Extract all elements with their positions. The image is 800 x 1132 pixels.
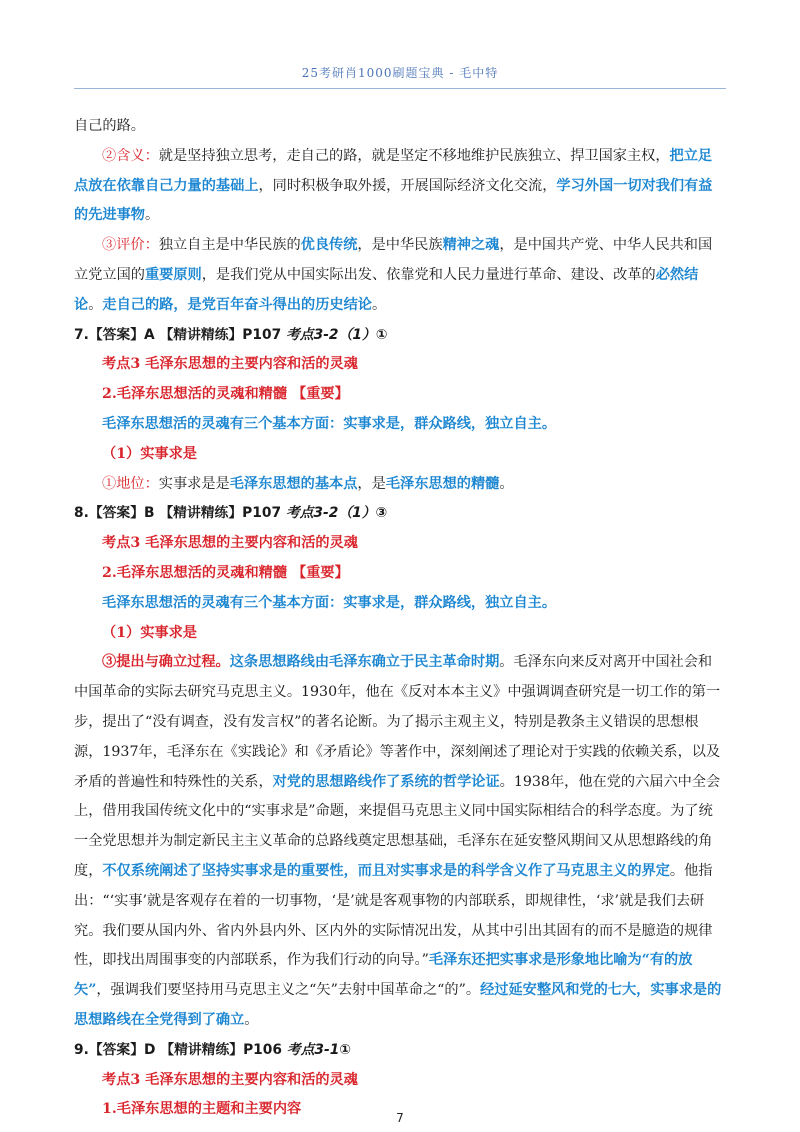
subsection-heading: （1）实事求是 bbox=[102, 624, 197, 641]
paragraph-meaning: ②含义：就是坚持独立思考，走自己的路，就是坚定不移地维护民族独立、捍卫国家主权，把立足点放在依靠自己力量的基础上，同时积极争取外援，开展国际经济文化交流，学习外国一切对我们有益的先进事物。 bbox=[74, 147, 713, 224]
meaning-label: ②含义： bbox=[102, 147, 159, 164]
evaluation-label: ③评价： bbox=[102, 237, 159, 254]
topic-heading: 考点3 毛泽东思想的主要内容和活的灵魂 bbox=[102, 535, 358, 552]
summary-line: 毛泽东思想活的灵魂有三个基本方面：实事求是，群众路线，独立自主。 bbox=[102, 415, 557, 432]
section-heading: 2.毛泽东思想活的灵魂和精髓 【重要】 bbox=[102, 564, 349, 581]
summary-line: 毛泽东思想活的灵魂有三个基本方面：实事求是，群众路线，独立自主。 bbox=[102, 594, 557, 611]
section-heading: 1.毛泽东思想的主题和主要内容 bbox=[102, 1101, 302, 1118]
paragraph-continuation: 自己的路。 bbox=[74, 118, 145, 134]
answer-line-q9: 9.【答案】D 【精讲精练】P106 考点3-1① bbox=[74, 1041, 351, 1058]
answer-line-q7: 7.【答案】A 【精讲精练】P107 考点3-2（1）① bbox=[74, 326, 388, 343]
status-paragraph: ①地位：实事求是是毛泽东思想的基本点，是毛泽东思想的精髓。 bbox=[102, 475, 514, 492]
topic-heading: 考点3 毛泽东思想的主要内容和活的灵魂 bbox=[102, 1071, 358, 1088]
document-body bbox=[74, 112, 726, 1125]
page-number: 7 bbox=[396, 1111, 404, 1125]
process-paragraph: ③提出与确立过程。这条思想路线由毛泽东确立于民主革命时期。毛泽东向来反对离开中国社会和中国革命的实际去研究马克思主义。1930年，他在《反对本本主义》中强调调查研究是一切工作的第一步，提出了“没有调查，没有发言权”的著名论断。为了揭示主观主义，特别是教条主义错误的思想根源，1937年，毛泽东在《实践论》和《矛盾论》等著作中，深刻阐述了理论对于实践的依赖关系，以及矛盾的普遍性和特殊性的关系，对党的思想路线作了系统的哲学论证。1938年，他在党的六届六中全会上，借用我国传统文化中的“实事求是”命题，来提倡马克思主义同中国实际相结合的科学态度。为了统一全党思想并为制定新民主主义革命的总路线奠定思想基础，毛泽东在延安整风期间又从思想路线的角度，不仅系统阐述了坚持实事求是的重要性，而且对实事求是的科学含义作了马克思主义的界定。他指出：“‘实事’就是客观存在着的一切事物，‘是’就是客观事物的内部联系，即规律性，‘求’就是我们去研究。我们要从国内外、省内外县内外、区内外的实际情况出发，从其中引出其固有的而不是臆造的规律性，即找出周围事变的内部联系，作为我们行动的向导。”毛泽东还把实事求是形象地比喻为“有的放矢”，强调我们要坚持用马克思主义之“矢”去射中国革命之“的”。经过延安整风和党的七大，实事求是的思想路线在全党得到了确立。 bbox=[74, 654, 722, 1028]
subsection-heading: （1）实事求是 bbox=[102, 445, 197, 462]
page-header: 25考研肖1000刷题宝典 - 毛中特 bbox=[301, 66, 499, 80]
answer-line-q8: 8.【答案】B 【精讲精练】P107 考点3-2（1）③ bbox=[74, 505, 388, 522]
topic-heading: 考点3 毛泽东思想的主要内容和活的灵魂 bbox=[102, 356, 358, 373]
header-divider bbox=[74, 88, 726, 89]
section-heading: 2.毛泽东思想活的灵魂和精髓 【重要】 bbox=[102, 386, 349, 403]
paragraph-evaluation: ③评价：独立自主是中华民族的优良传统，是中华民族精神之魂，是中国共产党、中华人民共和国立党立国的重要原则，是我们党从中国实际出发、依靠党和人民力量进行革命、建设、改革的必然结论。走自己的路，是党百年奋斗得出的历史结论。 bbox=[74, 237, 713, 313]
